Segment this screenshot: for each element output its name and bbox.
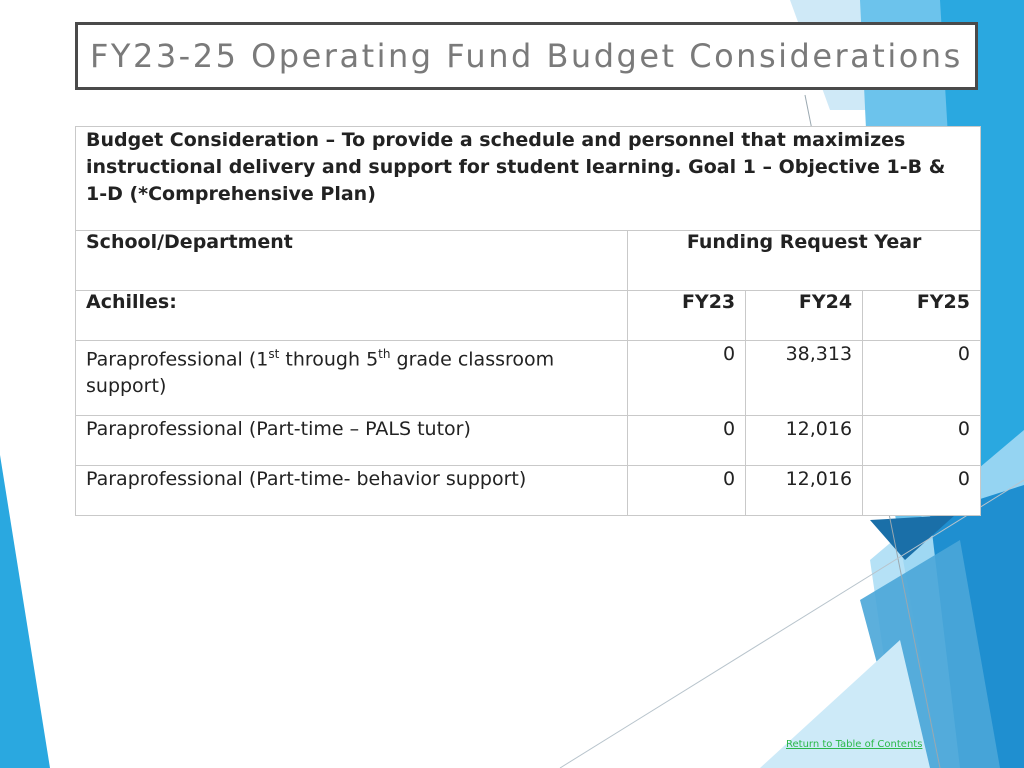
school-name: Achilles:	[76, 291, 628, 341]
row-label-part: Paraprofessional (1	[86, 348, 269, 371]
row-label: Paraprofessional (Part-time – PALS tutor)	[76, 416, 628, 466]
fy24-value: 38,313	[746, 341, 863, 416]
page-title: FY23-25 Operating Fund Budget Considerations	[90, 37, 963, 75]
return-to-contents-link[interactable]: Return to Table of Contents	[786, 739, 923, 750]
fy23-value: 0	[628, 341, 746, 416]
row-label-part: grade classroom support)	[86, 348, 555, 398]
fy24-value: 12,016	[746, 416, 863, 466]
fy24-value: 12,016	[746, 466, 863, 516]
row-label: Paraprofessional (Part-time- behavior support)	[76, 466, 628, 516]
department-header: School/Department	[76, 231, 628, 291]
fy23-header: FY23	[628, 291, 746, 341]
intro-text: Budget Consideration – To provide a schedule and personnel that maximizes instructional delivery and support for student learning. Goal 1 – Objective 1-B & 1-D (*Comprehensive Plan)	[76, 127, 981, 231]
header-row-department	[76, 231, 981, 291]
row-label	[76, 341, 628, 416]
fy25-value: 0	[863, 416, 981, 466]
fy25-value: 0	[863, 466, 981, 516]
title-box	[75, 22, 978, 90]
fy25-value: 0	[863, 341, 981, 416]
budget-table	[75, 126, 981, 516]
table-row	[76, 341, 981, 416]
intro-row	[76, 127, 981, 231]
row-label-part: through 5	[279, 348, 379, 371]
fy23-value: 0	[628, 416, 746, 466]
fy23-value: 0	[628, 466, 746, 516]
header-row-years	[76, 291, 981, 341]
fy24-header: FY24	[746, 291, 863, 341]
fy25-header: FY25	[863, 291, 981, 341]
ordinal-suffix: st	[268, 347, 280, 361]
funding-year-header: Funding Request Year	[628, 231, 981, 291]
table-row	[76, 416, 981, 466]
table-row	[76, 466, 981, 516]
ordinal-suffix: th	[378, 347, 391, 361]
